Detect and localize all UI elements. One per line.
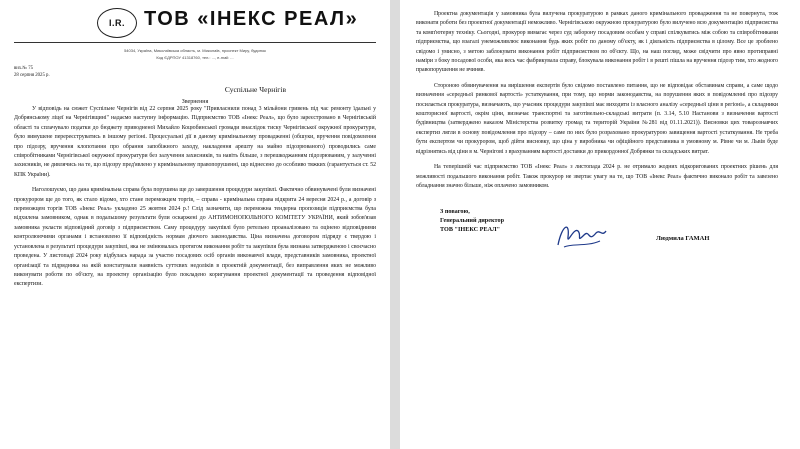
right-paragraph-3: На теперішній час підприємство ТОВ «Інекс Реал» з листопада 2024 р. не отримало жодних відкоригованих проектних рішень для можливості подальшого виконання робіт. Також прокурор не звертає увагу на те, що ТОВ «Інекс Реал» фактично виконало робіт та завезено обладнання значно більше, ніж оплачено замовником. bbox=[416, 164, 778, 189]
left-paragraph-2: Наголошуємо, що дана кримінальна справа була порушена ще до завершення процедури закупівлі. Фактично обвинувачені були визначені прокурором ще до того, як стало відомо, хто стане переможцем торгів, – справа - кримінальна справа відкрита 24 вересня 2024 р., а договір з переможцем торгів ТОВ «Інекс Реал» укладено 25 жовтня 2024 р.! Слід зазначити, що переможна тендерна пропозиція підприємства була відхилена замовником, однак в подальшому результати були оскаржені до АНТИМОНОПОЛЬНОГО КОМІТЕТУ УКРАЇНИ, який зобов'язав замовника укласти відповідний договір з підприємством. Саму процедуру закупівлі було ретельно проаналізовано та оцінено відповідними контролюючими органами і встановлено її відповідність нормам діючого законодавства. Ціна визначена договором підряду є твердою і установлена в результаті процедури закупівлі, яка не змінювалась протягом виконання робіт та закупівля була визнана затвердженою і своєчасно проведена. У листопаді 2024 року відбулась нарада за участю посадових осіб органів виконавчої влади, представників замовника, проектної організації та підрядника на якій констатували наявність суттєвих недоліків в проектній документації, без виправлення яких не можливо виконувати роботи по об'єкту, на проектну організацію було покладено коригування проектної документації та проведення відповідної експертизи. bbox=[14, 187, 376, 288]
letter-page-1 bbox=[0, 0, 390, 449]
outgoing-meta bbox=[14, 66, 376, 79]
signature-block bbox=[416, 207, 778, 257]
right-paragraph-1: Проектна документація у замовника була вилучена прокуратурою в рамках даного кримінального провадження та не повернута, тож виконати роботи без проектної документації неможливо. Чернігівською окружною прокуратурою було вилучено всю документацію підприємства та комп'ютерну техніку. Сьогодні, прокурор вимагає через суд заборону посадовим особам у справі спілкуватись між собою та співробітниками підприємства, що взагалі унеможливлює виконання будь яких робіт по даному об'єкту, як і діяльність підприємства в цілому. Все це зроблено свідомо і умисно, з метою заблокувати виконання робіт підприємством по об'єкту. Що, на наш погляд, може свідчити про явно протиправні наміри з боку посадової особи, яка весь час фабрикувала справу, блокувала виконання робіт і в решті пішла на вручення підозр тим, хто жодного правопорушення не вчиняв. bbox=[416, 11, 778, 74]
signatory-position: Генеральний директор bbox=[440, 217, 505, 225]
signatory-name: Людмила ГАМАН bbox=[656, 235, 710, 243]
header-divider bbox=[14, 42, 376, 43]
left-paragraph-1: У відповідь на сюжет Суспільне Чернігів від 22 серпня 2025 року "Привласнили понад 3 мільйони гривень під час ремонту їдальні у Добрянському ліцеї на Чернігівщині" надаємо наступну інформацію. Підприємство ТОВ «Інекс Реал», що було зареєстровано в Чернігівській області та сплачувало податки до бюджету приводненої Михайло Коцюбинської громади внаслідок тиску Чернігівської окружної прокуратури, було вимушене перереєструватись в іншому регіоні. Процесуальні дії в даному кримінальному провадженні (обшуки, вручення повідомлення про підозру, вручення клопотання про обрання запобіжного заходу, накладення арешту на майно підозрюваного) проводились саме співробітниками Чернігівської окружної прокуратури без залучення захисників, та навіть більше, з перешкоджанням підозрюваним, у залученні захисників, не дивлячись на те, що підозру пред'явлено у кримінальному правопорушенні, що віднесено до особливо тяжких (гарантується ст. 52 КПК України). bbox=[14, 106, 376, 178]
company-contacts: Код ЄДРПОУ 41318760, тел.: ..., e-mail: ... bbox=[156, 55, 234, 60]
handwritten-signature-icon bbox=[552, 217, 608, 253]
recipient: Суспільне Чернігів bbox=[224, 85, 286, 94]
company-address: 54034, Україна, Миколаївська область, м. Миколаїв, проспект Миру, будинок bbox=[124, 48, 266, 53]
closing: З повагою, bbox=[440, 208, 470, 216]
letterhead bbox=[14, 6, 376, 46]
document-title: Звернення bbox=[181, 99, 209, 105]
company-logo: I.R. bbox=[97, 8, 137, 38]
letter-page-2 bbox=[400, 0, 800, 449]
outgoing-number: вих.№ 75 bbox=[14, 66, 34, 71]
right-paragraph-2: Стороною обвинувачення на вирішення експертів було свідомо поставлено питання, що не відповідає обставинам справи, а саме щодо визначення «середньої ринкової вартості» устаткування, при тому, що норми законодавства, на порушення яких в повідомленні про підозру посилається прокуратура, визначають, що учасник процедури закупівлі має виходити із власного аналізу «середньої ціни в регіоні», а складники кошторисної вартості, окрім ціни, визначає транспортні та заготівельно-складські витрати (п. 3.14, 5.10 Настанови з визначення вартості будівництва (затверджено наказом Міністерства розвитку громад та територій України №281 від 01.11.2021)). Висновки цих товарознавчих експертиз лягли в основу повідомлення про підозру – саме по них було розраховано прокуратурою завищення вартості устаткування. Не треба бути експертом чи прокурором, щоб дійти висновку, що ціна у виробника чи офіційного представника в умовному м. Рівне чи м. Львів буде відрізнятись від ціни в м. Чернігові з врахуванням вартості доставки до прикордонної Добрянки та складських витрат. bbox=[416, 82, 778, 155]
signatory-company: ТОВ "ІНЕКС РЕАЛ" bbox=[440, 226, 501, 234]
company-name: ТОВ «ІНЕКС РЕАЛ» bbox=[144, 8, 359, 30]
signatory bbox=[440, 207, 778, 234]
outgoing-date: 28 серпня 2025 р. bbox=[14, 72, 50, 78]
